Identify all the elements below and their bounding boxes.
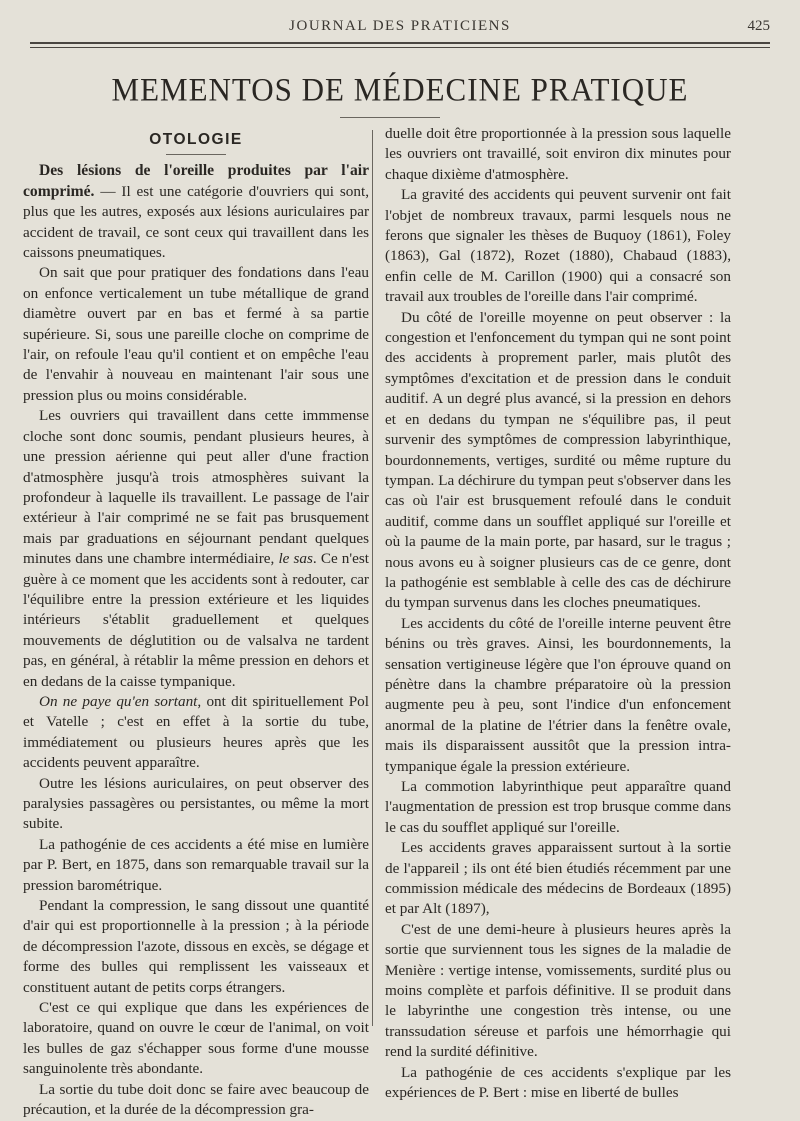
paragraph: duelle doit être proportionnée à la pression sous laquelle les ouvriers ont travaillé, soit environ dix minutes pour chaque dixième d'atmosphère. [385,125,731,183]
article-lead-title: Des lésions de l'oreille produites par l'air comprimé. [23,162,369,200]
paragraph: Pendant la compression, le sang dissout une quantité d'air qui est proportionnelle à la pression ; à la période de décompression l'azote, dissous en excès, se dégage et forme des bulles qui remplissent les vaisseaux et constituent autant de petits corps étrangers. [23,897,369,996]
paragraph: On ne paye qu'en sortant, ont dit spirituellement Pol et Vatelle ; c'est en effet à la sortie du tube, immédiatement ou plusieurs heures après que les accidents peuvent apparaître. [23,692,369,772]
section-heading: OTOLOGIE [149,131,243,148]
header-rule-top [30,42,770,44]
paragraph: Les ouvriers qui travaillent dans cette immmense cloche sont donc soumis, pendant plusieurs heures, à une pression aérienne qui peut aller d'une fraction d'atmosphère jusqu'à trois atmosphères suivant la profondeur à laquelle ils travaillent. Le passage de l'air extérieur à l'air comprimé ne se fait pas brusquement mais par graduations en séjournant pendant quelques minutes dans une chambre intermédiaire, le sas. Ce n'est guère à ce moment que les accidents sont à redouter, car l'équilibre entre la pression extérieure et les liquides intérieurs s'établit graduellement et quelques mouvements de déglutition ou de valsalva ne tardent pas, en général, à rétablir la même pression en dehors et en dedans de la caisse tympanique. [23,407,370,690]
paragraph: Outre les lésions auriculaires, on peut observer des paralysies passagères ou persistantes, ou même la mort subite. [23,774,369,833]
paragraph: On sait que pour pratiquer des fondations dans l'eau on enfonce verticalement un tube métallique de grand diamètre ouvert par en bas et fermé à sa partie supérieure. Si, sous une pareille cloche on comprime de l'air, on refoule l'eau qu'il contient et on empêche l'eau de l'envahir à nouveau en maintenant l'air sous une pression plus ou moins considérable. [23,264,369,404]
paragraph: C'est ce qui explique que dans les expériences de laboratoire, quand on ouvre le cœur de l'animal, on voit les bulles de gaz s'échapper sous forme d'une mousse sanguinolente très abondante. [23,999,369,1078]
italic-term: le sas [278,550,313,568]
paragraph: Les accidents du côté de l'oreille interne peuvent être bénins ou très graves. Ainsi, les bourdonnements, la sensation vertigineuse légère que l'on éprouve quand on pénètre dans la chambre préparatoire où la pression augmente peu à peu, sont l'indice d'un enfoncement anormal de la platine de l'étrier dans la fenêtre ovale, mais ils disparaissent aussitôt que la pression intra-tympanique égale la pression extérieure. [385,614,731,775]
section-rule [166,154,226,155]
paragraph: La pathogénie de ces accidents a été mise en lumière par P. Bert, en 1875, dans son remarquable travail sur la pression barométrique. [23,835,369,894]
running-head [30,16,770,40]
paragraph: Du côté de l'oreille moyenne on peut observer : la congestion et l'enfoncement du tympan qui ne sont point des accidents à proprement parler, mais plutôt des symptômes d'excitation et de pression dans le conduit auditif. A un degré plus avancé, si la pression en dehors et en dedans du tympan ne s'équilibre pas, il peut survenir des symptômes de compression labyrinthique, bourdonnements, vertiges, surdité ou même rupture du tympan. La déchirure du tympan peut s'observer dans les cas où l'air est brusquement refoulé dans le conduit auditif, comme dans un soufflet appliqué sur l'oreille et où la paume de la main porte, par hasard, sur le tragus ; nous avons eu à soigner plusieurs cas de ce genre, dont la pathogénie est semblable à celle des cas de déchirure du tympan survenus dans les cloches pneumatiques. [385,308,731,612]
italic-quote: On ne paye qu'en sortant [39,692,198,710]
paragraph: La sortie du tube doit donc se faire avec beaucoup de précaution, et la durée de la décompression gra- [23,1080,369,1119]
journal-title: JOURNAL DES PRATICIENS [289,18,511,34]
paragraph: Des lésions de l'oreille produites par l'air comprimé. — Il est une catégorie d'ouvriers qui sont, plus que les autres, exposés aux lésions auriculaires par accident de travail, ce sont ceux qui travaillent dans les caissons pneumatiques. [23,162,369,262]
page-title: MEMENTOS DE MÉDECINE PRATIQUE [111,71,689,108]
paragraph: La commotion labyrinthique peut apparaître quand l'augmentation de pression est trop brusque comme dans le cas du soufflet appliqué sur l'oreille. [385,778,731,836]
left-column [23,122,369,1121]
paragraph: La gravité des accidents qui peuvent survenir ont fait l'objet de nombreux travaux, parmi lesquels nous ne ferons que signaler les thèses de Buquoy (1861), Foley (1863), Gal (1872), Rozet (1880), Chabaud (1883), enfin celle de M. Carillon (1900) qui a consacré son travail aux troubles de l'oreille dans l'air comprimé. [385,186,731,306]
paragraph: Les accidents graves apparaissent surtout à la sortie de l'appareil ; ils ont été bien étudiés récemment par une commission médicale des médecins de Bordeaux (1895) et par Alt (1897), [385,839,731,918]
right-column [385,124,731,1104]
page-number: 425 [747,18,770,34]
paragraph: C'est de une demi-heure à plusieurs heures après la sortie que surviennent tous les signes de la maladie de Menière : vertige intense, vomissements, surdité plus ou moins complète et parfois définitive. Il se produit dans le labyrinthe une congestion très intense, ou une transsudation séreuse et parfois une hémorrhagie qui rend la surdité définitive. [385,920,731,1061]
column-divider [372,130,373,1026]
title-rule [340,117,440,118]
paragraph: La pathogénie de ces accidents s'explique par les expériences de P. Bert : mise en liberté de bulles [385,1063,731,1102]
header-rule-bottom [30,47,770,48]
